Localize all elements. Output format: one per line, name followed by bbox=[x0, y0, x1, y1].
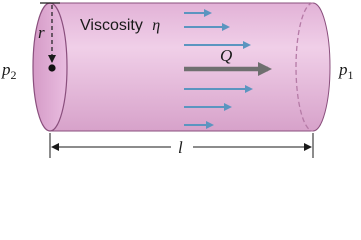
viscosity-word: Viscosity bbox=[80, 17, 143, 34]
center-dot bbox=[48, 64, 55, 71]
pressure-right-label: $p_1$ bbox=[339, 60, 354, 82]
pressure-left-label: $p_2$ bbox=[2, 60, 17, 82]
length-label: l bbox=[178, 138, 183, 157]
pressure-left-value: p bbox=[2, 60, 11, 79]
flow-rate-label: Q bbox=[220, 46, 233, 65]
pressure-right-value: p bbox=[339, 60, 348, 79]
viscosity-symbol: η bbox=[152, 17, 161, 34]
radius-label: r bbox=[38, 23, 45, 42]
